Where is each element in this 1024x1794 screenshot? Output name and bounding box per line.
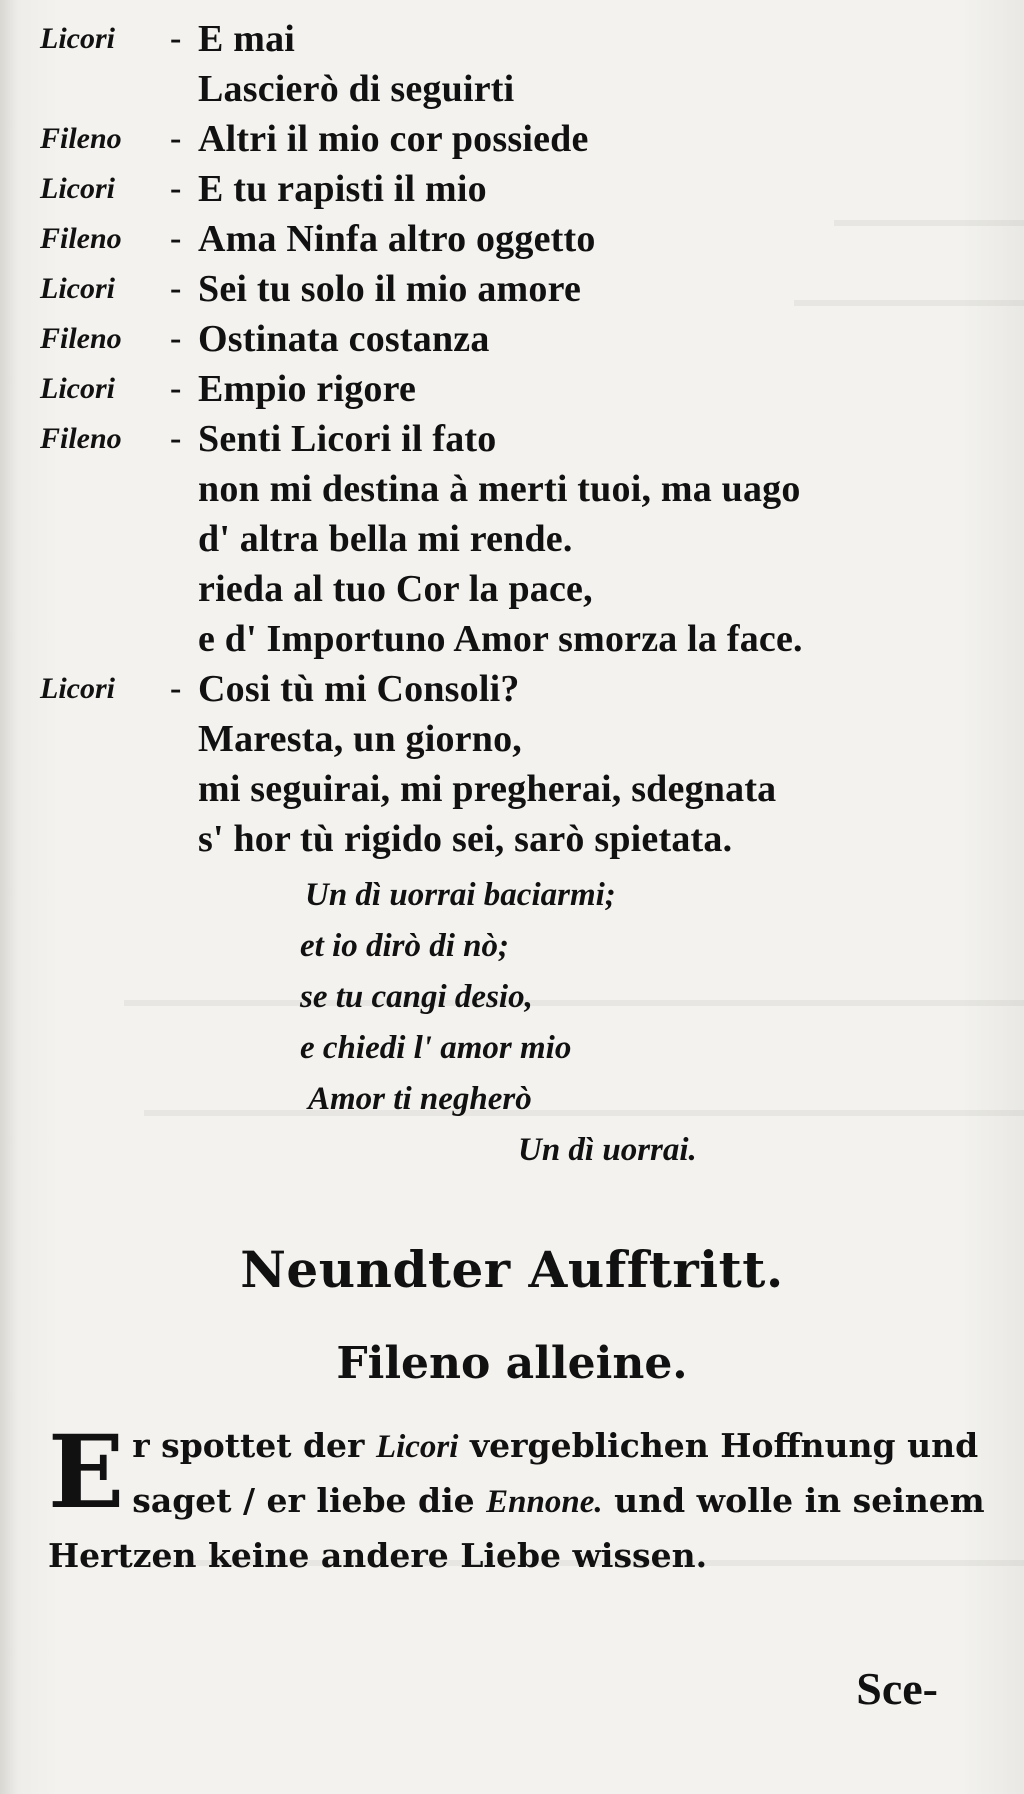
dialogue-text: e d' Importuno Amor smorza la face.	[198, 618, 803, 660]
dialogue-line	[40, 314, 980, 364]
summary-text: und wolle in seinem	[614, 1481, 985, 1520]
summary-line: Hertzen keine andere Liebe wissen.	[48, 1536, 708, 1575]
speaker-name: Licori	[40, 22, 115, 55]
speaker-name: Fileno	[40, 222, 122, 255]
speaker-dash: -	[170, 420, 182, 457]
speaker-name: Fileno	[40, 422, 122, 455]
dialogue-text: Empio rigore	[198, 368, 417, 410]
catchword: Sce-	[856, 1663, 938, 1714]
dialogue-line	[40, 764, 980, 814]
speaker-dash: -	[170, 670, 182, 707]
dialogue-line	[40, 114, 980, 164]
speaker-name: Licori	[40, 672, 115, 705]
dialogue-text: Cosi tù mi Consoli?	[198, 668, 520, 710]
speaker-dash: -	[170, 220, 182, 257]
speaker-dash: -	[170, 370, 182, 407]
dialogue-line	[40, 14, 980, 64]
dialogue-text: s' hor tù rigido sei, sarò spietata.	[198, 818, 733, 860]
aria-line: e chiedi l' amor mio	[300, 1030, 572, 1066]
dialogue-line	[40, 414, 980, 464]
speaker-dash: -	[170, 320, 182, 357]
aria-line: et io dirò di nò;	[300, 928, 510, 964]
dialogue-text: Lascierò di seguirti	[198, 68, 515, 110]
dialogue-block	[40, 14, 980, 864]
aria-verse	[0, 870, 980, 1176]
summary-name: Ennone.	[486, 1484, 603, 1520]
aria-line: Un dì uorrai.	[518, 1132, 697, 1168]
dialogue-line	[40, 814, 980, 864]
summary-name: Licori	[375, 1429, 459, 1465]
scene-summary	[48, 1413, 985, 1583]
scene-title: Neundter Aufftritt.	[240, 1240, 784, 1299]
speaker-dash: -	[170, 120, 182, 157]
summary-text: vergeblichen Hoffnung und	[469, 1426, 979, 1465]
dialogue-text: rieda al tuo Cor la pace,	[198, 568, 593, 610]
dialogue-text: Altri il mio cor possiede	[198, 118, 589, 160]
speaker-name: Licori	[40, 372, 115, 405]
dialogue-line	[40, 564, 980, 614]
dialogue-line	[40, 464, 980, 514]
dialogue-line	[40, 164, 980, 214]
scene-subtitle: Fileno alleine.	[336, 1338, 688, 1389]
dialogue-line	[40, 664, 980, 714]
speaker-dash: -	[170, 170, 182, 207]
dialogue-text: Ama Ninfa altro oggetto	[198, 218, 596, 260]
dialogue-line	[40, 264, 980, 314]
aria-line: Amor ti negherò	[308, 1081, 532, 1117]
dialogue-text: non mi destina à merti tuoi, ma uago	[198, 468, 801, 510]
speaker-dash: -	[170, 20, 182, 57]
aria-line: se tu cangi desio,	[300, 979, 533, 1015]
speaker-name: Licori	[40, 172, 115, 205]
dialogue-text: mi seguirai, mi pregherai, sdegnata	[198, 768, 777, 810]
dialogue-text: Maresta, un giorno,	[198, 718, 522, 760]
speaker-name: Licori	[40, 272, 115, 305]
dialogue-text: E tu rapisti il mio	[198, 168, 487, 210]
summary-text: saget / er liebe die	[132, 1481, 475, 1520]
speaker-dash: -	[170, 270, 182, 307]
drop-cap: E	[48, 1413, 125, 1531]
summary-line	[48, 1473, 985, 1528]
speaker-name: Fileno	[40, 322, 122, 355]
dialogue-text: Sei tu solo il mio amore	[198, 268, 582, 310]
speaker-name: Fileno	[40, 122, 122, 155]
summary-text: r spottet der	[132, 1426, 365, 1465]
dialogue-line	[40, 64, 980, 114]
dialogue-text: Senti Licori il fato	[198, 418, 497, 460]
dialogue-text: d' altra bella mi rende.	[198, 518, 573, 560]
dialogue-text: Ostinata costanza	[198, 318, 490, 360]
dialogue-line	[40, 714, 980, 764]
dialogue-line	[40, 214, 980, 264]
dialogue-line	[40, 614, 980, 664]
dialogue-line	[40, 514, 980, 564]
dialogue-text: E mai	[198, 18, 296, 60]
summary-line	[48, 1418, 979, 1473]
aria-line: Un dì uorrai baciarmi;	[305, 877, 616, 913]
dialogue-line	[40, 364, 980, 414]
